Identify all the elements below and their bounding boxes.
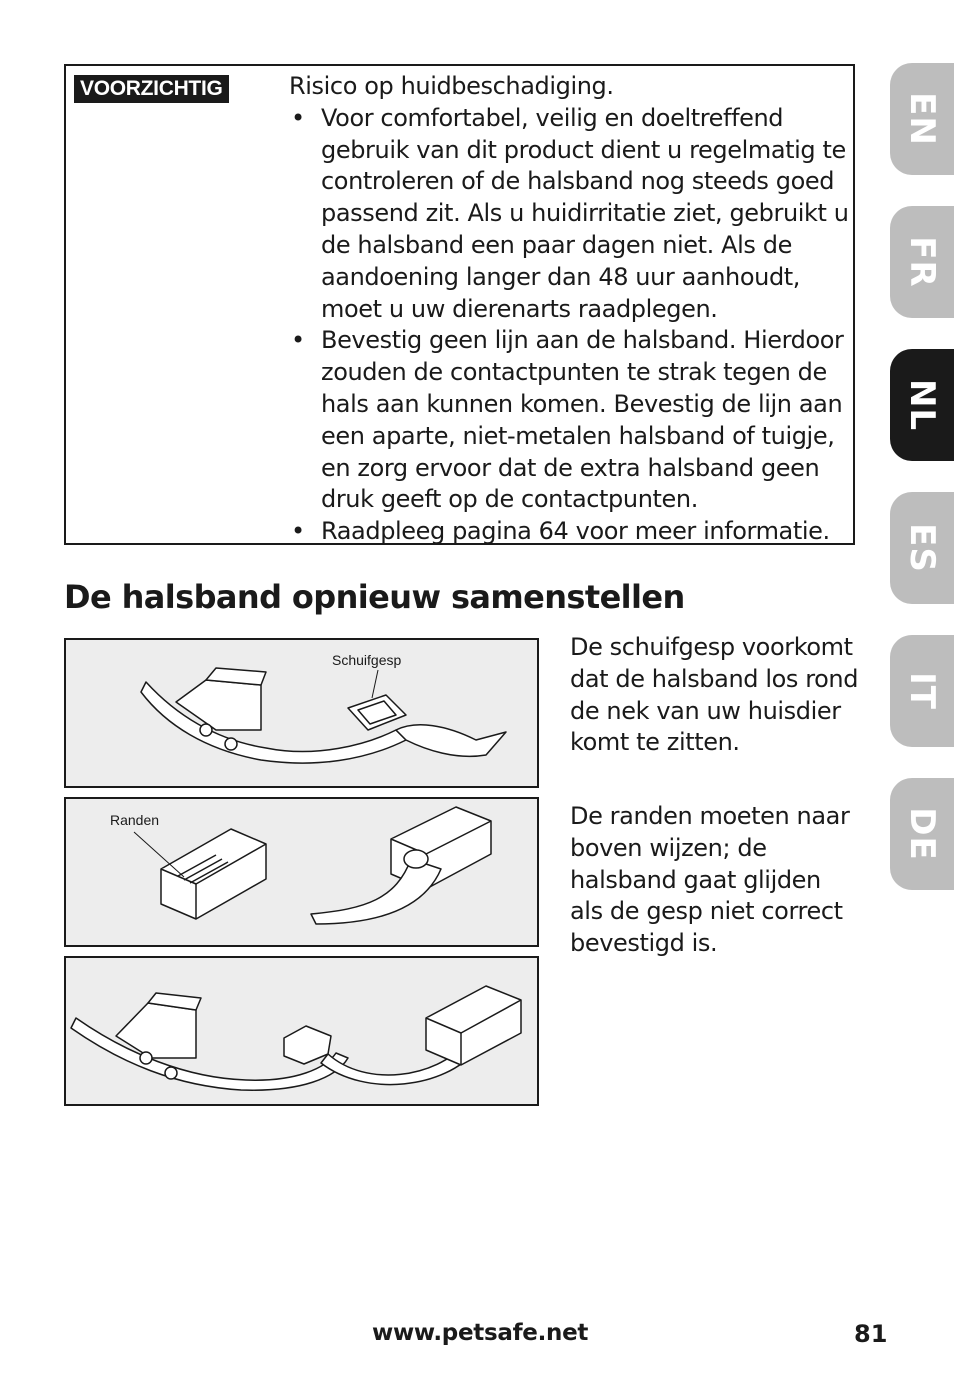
language-tabs [890,0,954,1400]
caution-bullet: • Voor comfortabel, veilig en doeltreffend gebruik van dit product dient u regelmatig te controleren of de halsband nog steeds goed passend zit. Als u huidirritatie ziet, gebruikt u de halsband een paar dagen niet. Als de aandoening langer dan 48 uur aanhoudt, moet u uw dierenarts raadplegen. [289,103,849,326]
section-title: De halsband opnieuw samenstellen [64,578,685,616]
tab-fr[interactable] [890,206,954,318]
figure-slide-buckle [64,638,539,788]
caution-intro: Risico op huidbeschadiging. [289,72,614,100]
caution-bullet: • Raadpleeg pagina 64 voor meer informatie. [289,516,849,548]
slide-buckle-illustration [66,640,537,786]
figure-buckle-edges [64,797,539,947]
tab-es-label: ES [902,523,942,573]
description-edges: De randen moeten naar boven wijzen; de halsband gaat glijden als de gesp niet correct bevestigd is. [570,802,850,958]
tab-nl[interactable] [890,349,954,461]
figure-assembled-collar [64,956,539,1106]
caution-bullet-list [289,103,849,548]
tab-it[interactable] [890,635,954,747]
label-randen: Randen [110,812,160,828]
page-number: 81 [854,1320,888,1348]
tab-en[interactable] [890,63,954,175]
tab-en-label: EN [902,92,942,146]
description-slide-buckle: De schuifgesp voorkomt dat de halsband los rond de nek van uw huisdier komt te zitten. [570,633,859,757]
caution-bullet: • Bevestig geen lijn aan de halsband. Hierdoor zouden de contactpunten te strak tegen de hals aan kunnen komen. Bevestig de lijn aan een aparte, niet-metalen halsband of tuigje, en zorg ervoor dat de extra halsband geen druk geeft op de contactpunten. [289,325,849,516]
tab-es[interactable] [890,492,954,604]
footer-url[interactable]: www.petsafe.net [372,1320,589,1346]
tab-fr-label: FR [902,236,942,288]
tab-nl-label: NL [902,378,942,432]
assembled-collar-illustration [66,958,537,1104]
caution-box [64,64,855,545]
tab-de[interactable] [890,778,954,890]
tab-it-label: IT [902,672,942,710]
caution-text [289,71,849,548]
label-schuifgesp: Schuifgesp [332,652,402,668]
tab-de-label: DE [902,807,942,861]
caution-label: VOORZICHTIG [74,75,229,103]
